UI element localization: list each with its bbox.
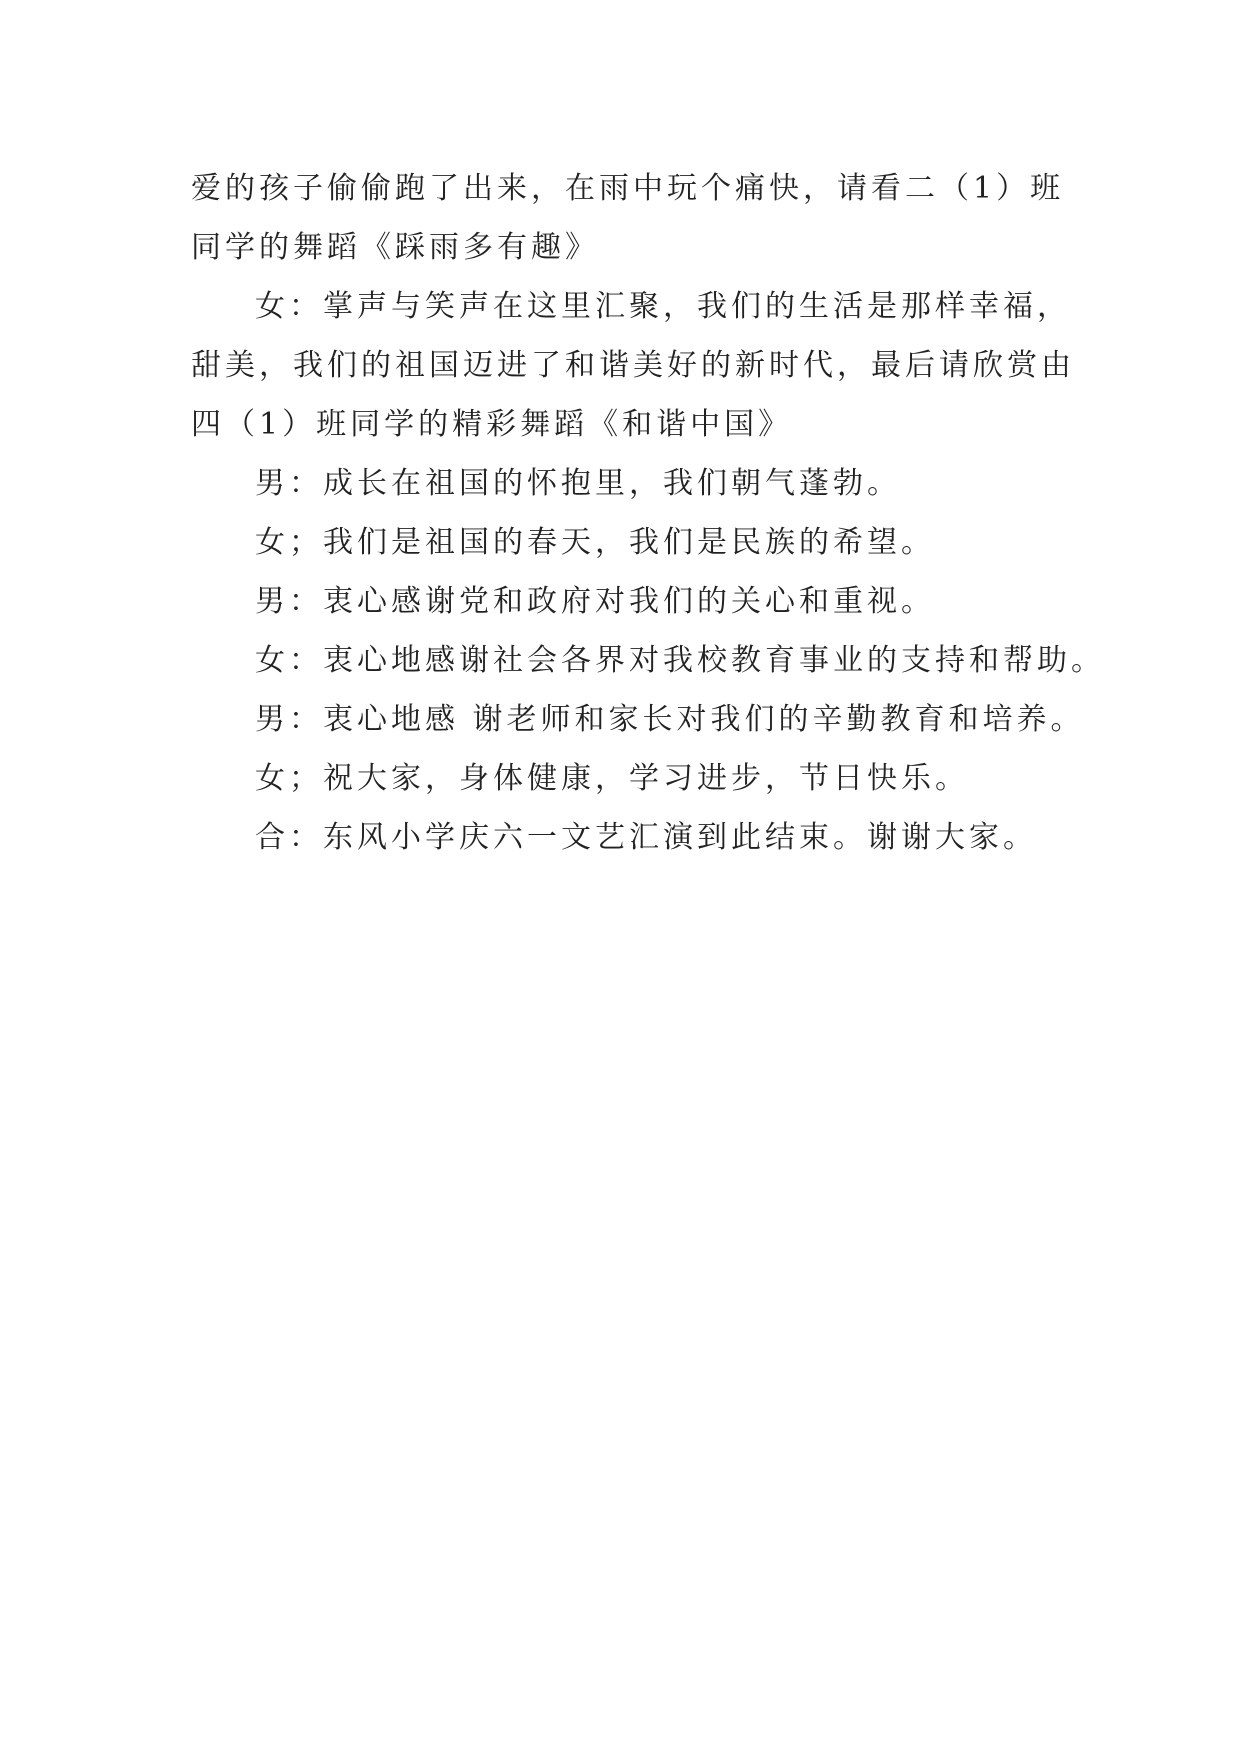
text-line: 甜美，我们的祖国迈进了和谐美好的新时代，最后请欣赏由 [191, 348, 1075, 383]
document-body [191, 159, 1105, 867]
dialogue-line: 女：掌声与笑声在这里汇聚，我们的生活是那样幸福， [255, 289, 1071, 324]
dialogue-line: 男：衷心地感 谢老师和家长对我们的辛勤教育和培养。 [255, 702, 1085, 737]
dialogue-line: 男：衷心感谢党和政府对我们的关心和重视。 [255, 584, 935, 619]
text-line: 四（1）班同学的精彩舞蹈《和谐中国》 [191, 407, 793, 442]
dialogue-line: 女；祝大家，身体健康，学习进步，节日快乐。 [255, 761, 969, 796]
dialogue-line: 女；我们是祖国的春天，我们是民族的希望。 [255, 525, 935, 560]
text-line: 爱的孩子偷偷跑了出来，在雨中玩个痛快，请看二（1）班 [191, 171, 1065, 206]
dialogue-line: 合：东风小学庆六一文艺汇演到此结束。谢谢大家。 [255, 820, 1037, 855]
text-line: 同学的舞蹈《踩雨多有趣》 [191, 230, 599, 265]
dialogue-line: 男：成长在祖国的怀抱里，我们朝气蓬勃。 [255, 466, 901, 501]
dialogue-line: 女：衷心地感谢社会各界对我校教育事业的支持和帮助。 [255, 643, 1105, 678]
